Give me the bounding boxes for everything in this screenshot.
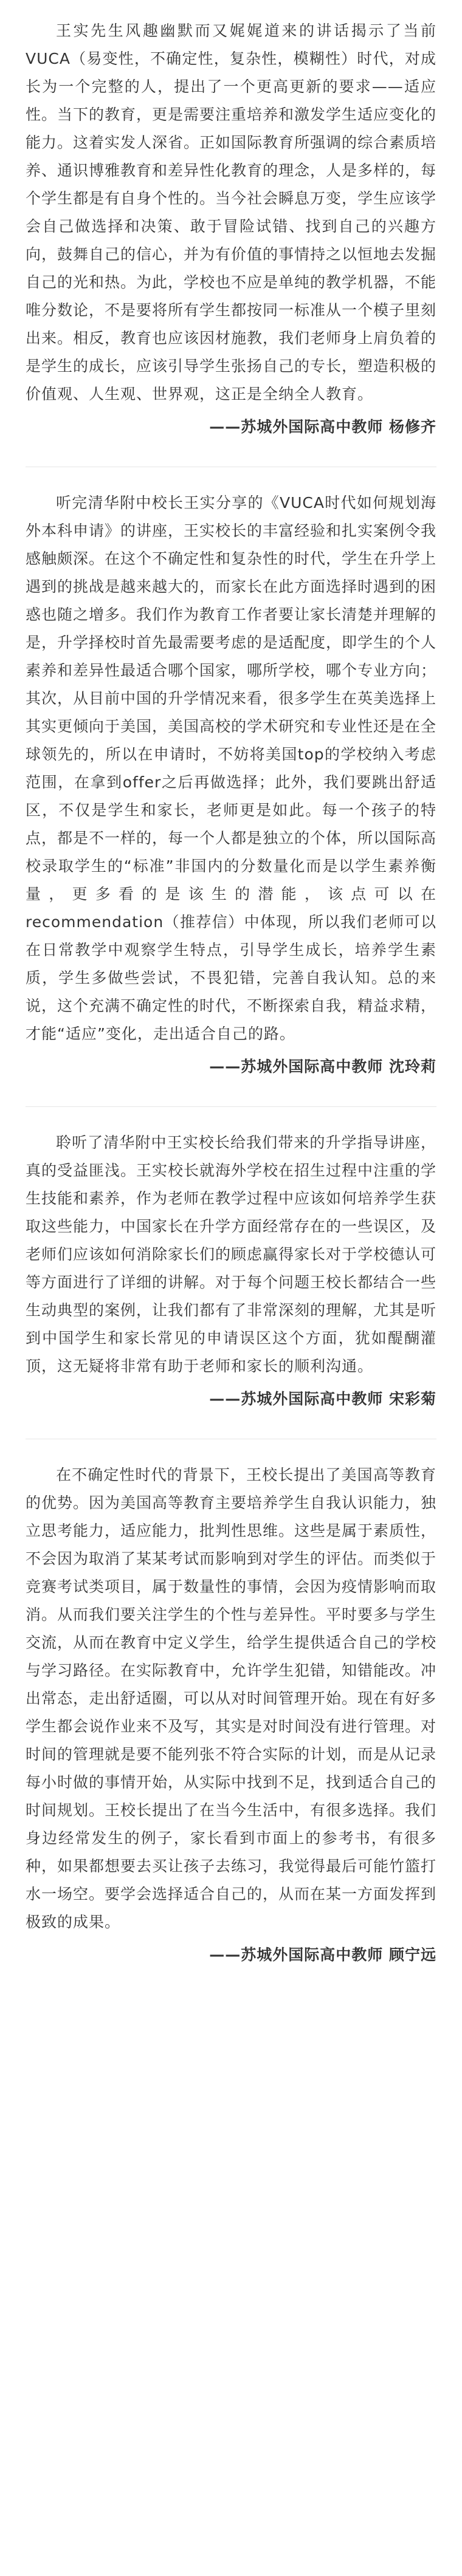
testimonial-signature: ——苏城外国际高中教师 宋彩菊	[209, 1390, 436, 1408]
testimonial-text: 聆听了清华附中王实校长给我们带来的升学指导讲座，真的受益匪浅。王实校长就海外学校在招生过程中注重的学生技能和素养，作为老师在教学过程中应该如何培养学生获取这些能力，中国家长在升学方面经常存在的一些误区，及老师们应该如何消除家长们的顾虑赢得家长对于学校德认可等方面进行了详细的讲解。对于每个问题王校长都结合一些生动典型的案例，让我们都有了非常深刻的理解，尤其是听到中国学生和家长常见的申请误区这个方面，犹如醍醐灌顶，这无疑将非常有助于老师和家长的顺利沟通。	[26, 1134, 437, 1375]
article-content	[26, 17, 436, 1969]
section-divider	[26, 1106, 436, 1107]
testimonial-shen	[26, 489, 436, 1081]
testimonial-text: 在不确定性时代的背景下，王校长提出了美国高等教育的优势。因为美国高等教育主要培养学生自我认识能力，独立思考能力，适应能力，批判性思维。这些是属于素质性，不会因为取消了某某考试而影响到对学生的评估。而类似于竞赛考试类项目，属于数量性的事情，会因为疫情影响而取消。从而我们要关注学生的个性与差异性。平时要多与学生交流，从而在教育中定义学生，给学生提供适合自己的学校与学习路径。在实际教育中，允许学生犯错，知错能改。冲出常态，走出舒适圈，可以从对时间管理开始。现在有好多学生都会说作业来不及写，其实是对时间没有进行管理。对时间的管理就是要不能列张不符合实际的计划，而是从记录每小时做的事情开始，从实际中找到不足，找到适合自己的时间规划。王校长提出了在当今生活中，有很多选择。我们身边经常发生的例子，家长看到市面上的参考书，有很多种，如果都想要去买让孩子去练习，我觉得最后可能竹篮打水一场空。要学会选择适合自己的，从而在某一方面发挥到极致的成果。	[26, 1466, 437, 1931]
testimonial-text: 王实先生风趣幽默而又娓娓道来的讲话揭示了当前VUCA（易变性，不确定性，复杂性，模糊性）时代，对成长为一个完整的人，提出了一个更高更新的要求——适应性。当下的教育，更是需要注重培养和激发学生适应变化的能力。这着实发人深省。正如国际教育所强调的综合素质培养、通识博雅教育和差异性化教育的理念，人是多样的，每个学生都是有自身个性的。当今社会瞬息万变，学生应该学会自己做选择和决策、敢于冒险试错、找到自己的兴趣方向，鼓舞自己的信心，并为有价值的事情持之以恒地去发掘自己的光和热。为此，学校也不应是单纯的教学机器，不能唯分数论，不是要将所有学生都按同一标准从一个模子里刻出来。相反，教育也应该因材施教，我们老师身上肩负着的是学生的成长，应该引导学生张扬自己的专长，塑造积极的价值观、人生观、世界观，这正是全纳全人教育。	[26, 22, 437, 403]
testimonial-signature: ——苏城外国际高中教师 沈玲莉	[209, 1058, 436, 1075]
testimonial-yang	[26, 17, 436, 441]
testimonial-signature: ——苏城外国际高中教师 顾宁远	[209, 1946, 436, 1964]
testimonial-song	[26, 1129, 436, 1413]
testimonial-signature: ——苏城外国际高中教师 杨修齐	[209, 418, 436, 436]
testimonial-text: 听完清华附中校长王实分享的《VUCA时代如何规划海外本科申请》的讲座，王实校长的丰富经验和扎实案例令我感触颇深。在这个不确定性和复杂性的时代，学生在升学上遇到的挑战是越来越大的，而家长在此方面选择时遇到的困惑也随之增多。我们作为教育工作者要让家长清楚并理解的是，升学择校时首先最需要考虑的是适配度，即学生的个人素养和差异性最适合哪个国家，哪所学校，哪个专业方向；其次，从目前中国的升学情况来看，很多学生在英美选择上其实更倾向于美国，美国高校的学术研究和专业性还是在全球领先的，所以在申请时，不妨将美国top的学校纳入考虑范围，在拿到offer之后再做选择；此外，我们要跳出舒适区，不仅是学生和家长，老师更是如此。每一个孩子的特点，都是不一样的，每一个人都是独立的个体，所以国际高校录取学生的“标准”非国内的分数量化而是以学生素养衡量，更多看的是该生的潜能，该点可以在recommendation（推荐信）中体现，所以我们老师可以在日常教学中观察学生特点，引导学生成长，培养学生素质，学生多做些尝试，不畏犯错，完善自我认知。总的来说，这个充满不确定性的时代，不断探索自我，精益求精，才能“适应”变化，走出适合自己的路。	[26, 494, 437, 1043]
testimonial-gu	[26, 1461, 436, 1969]
